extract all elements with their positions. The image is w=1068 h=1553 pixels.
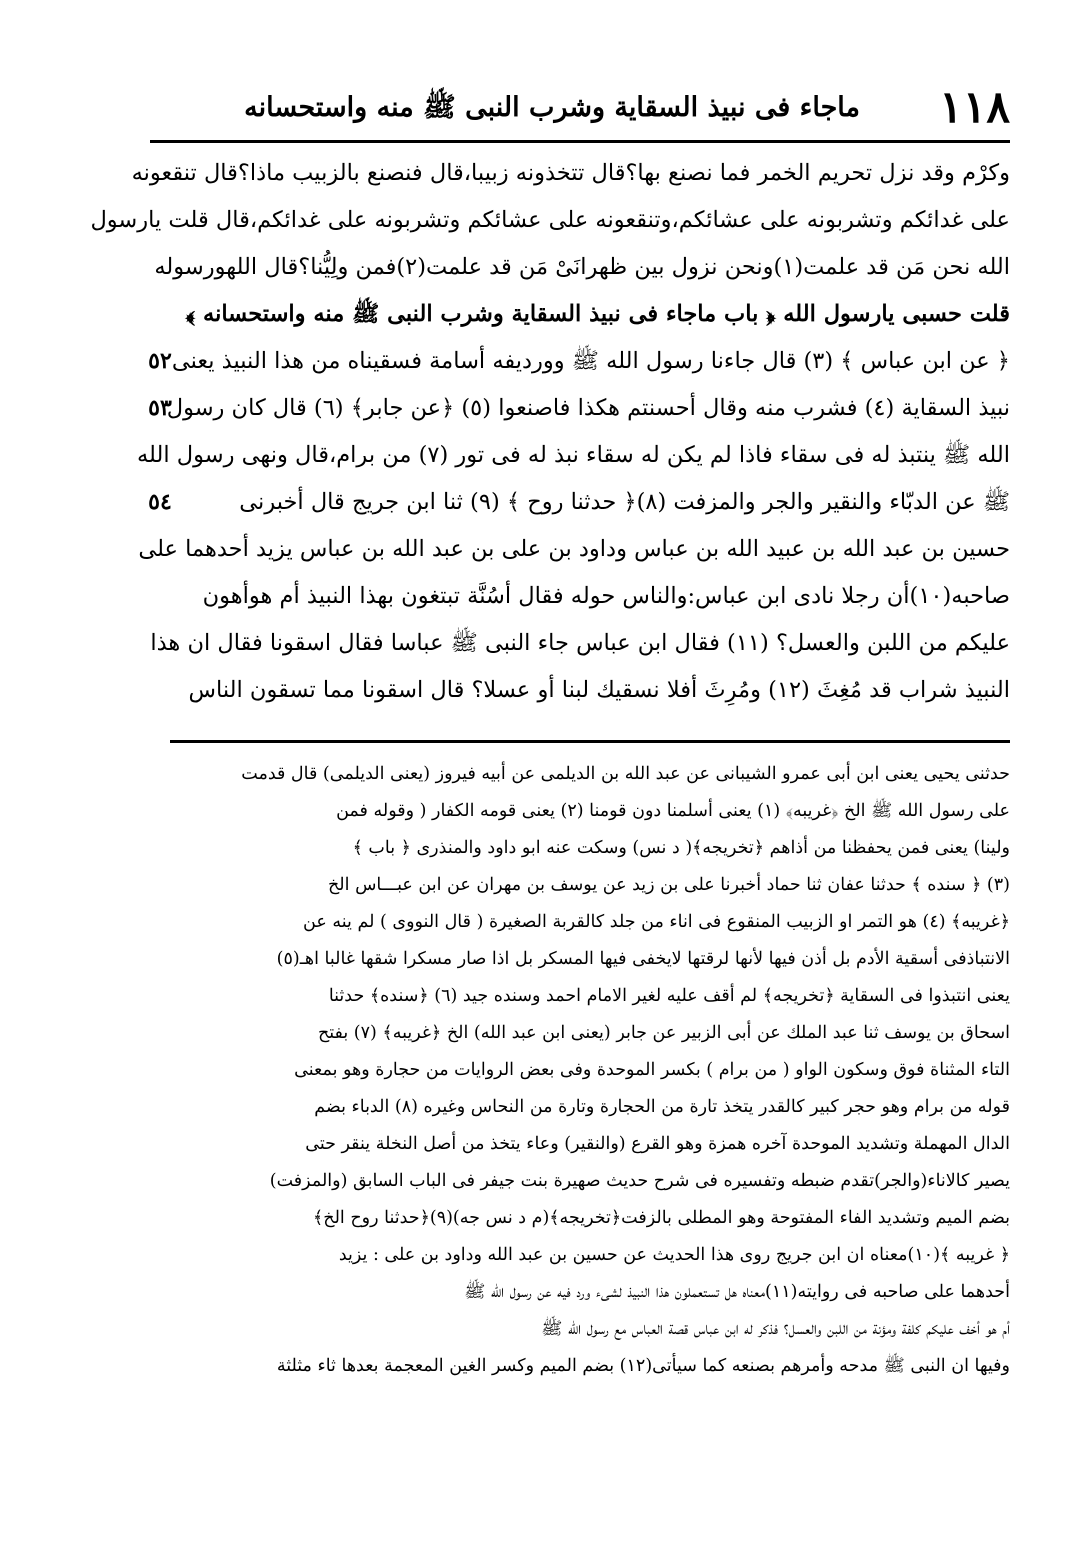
chapter-heading-line: قلت حسبى يارسول الله ﴿ باب ماجاء فى نبيذ السقاية وشرب النبى ﷺ منه واستحسانه ﴾ [185, 301, 1010, 327]
footnote-line: ﴿غريبه﴾ (٤) هو التمر او الزبيب المنقوع فى اناء من جلد كالقربة الصغيرة ( قال النووى ) لم ينه عن [303, 912, 1010, 932]
footnote-line: الانتباذفى أسقية الأدم بل أذن فيها لأنها لرقتها لايخفى فيها المسكر بل اذا صار مسكرا شقها غالبا اهـ(٥) [276, 949, 1010, 969]
footnote-line: التاء المثناة فوق وسكون الواو ( من برام ) بكسر الموحدة وفى بعض الروايات من حجارة وهو بمعنى [294, 1060, 1010, 1080]
hadith-number: ٥٢ [148, 348, 172, 374]
footnote-line: قوله من برام وهو حجر كبير كالقدر يتخذ تارة من الحجارة وتارة من النحاس وغيره (٨) الدباء بضم [314, 1097, 1010, 1117]
text-line: وكرْم وقد نزل تحريم الخمر فما نصنع بها؟قال تتخذونه زبيبا،قال فنصنع بالزبيب ماذا؟قال تنقعونه [131, 160, 1010, 186]
footnote-line: اسحاق بن يوسف ثنا عبد الملك عن أبى الزبير عن جابر (يعنى ابن عبد الله) الخ ﴿غريبه﴾ (٧) بفتح [317, 1023, 1010, 1043]
footnote-line: الدال المهملة وتشديد الموحدة آخره همزة وهو القرع (والنقير) وعاء يتخذ من أصل النخلة ينقر حتى [305, 1134, 1010, 1154]
hadith-number: ٥٣ [148, 395, 172, 421]
running-title: ماجاء فى نبيذ السقاية وشرب النبى ﷺ منه واستحسانه [244, 92, 860, 123]
page-number: ١١٨ [939, 82, 1010, 133]
text-line: ﷺ عن الدبّاء والنقير والجر والمزفت (٨)﴿ حدثنا روح ﴾ (٩) ثنا ابن جريج قال أخبرنى [239, 489, 1010, 515]
footnote-separator [170, 740, 1010, 743]
footnote-line: ولينا) يعنى فمن يحفظنا من أذاهم ﴿تخريجه﴾( د نس) وسكت عنه ابو داود والمنذرى ﴿ باب ﴾ [352, 838, 1010, 858]
footnote-line: أم هو أخف عليكم كلفة ومؤنة من اللبن والعسل؟ فذكر له ابن عباس قصة العباس مع رسول الله ﷺ [541, 1319, 1010, 1339]
page-header [150, 72, 1010, 142]
text-line: حسين بن عبد الله بن عبيد الله بن عباس وداود بن على بن عبد الله بن عباس يزيد أحدهما على [138, 536, 1010, 562]
footnote-line: (٣) ﴿ سنده ﴾ حدثنا عفان ثنا حماد أخبرنا على بن زيد عن يوسف بن مهران عن ابن عبـــاس الخ [328, 875, 1010, 895]
hadith-number: ٥٤ [148, 489, 172, 515]
footnote-line: أحدهما على صاحبه فى روايته(١١)معناه هل تستعملون هذا النبيذ لشىء ورد فيه عن رسول الله ﷺ [464, 1282, 1010, 1302]
text-line: صاحبه(١٠)أن رجلا نادى ابن عباس:والناس حوله فقال أسُنَّة تبتغون بهذا النبيذ أم هوأهون [202, 583, 1010, 609]
text-line: الله ﷺ ينتبذ له فى سقاء فاذا لم يكن له سقاء نبذ له فى تور (٧) من برام،قال ونهى رسول الله [136, 442, 1010, 468]
text-line: نبيذ السقاية (٤) فشرب منه وقال أحسنتم هكذا فاصنعوا (٥) ﴿عن جابر﴾ (٦) قال كان رسول [166, 395, 1010, 421]
text-line: الله نحن مَن قد علمت(١)ونحن نزول بين ظهرانَىْ مَن قد علمت(٢)فمن ولِيُّنا؟قال اللهورسوله [154, 254, 1010, 280]
text-line: ﴿ عن ابن عباس ﴾ (٣) قال جاءنا رسول الله ﷺ وورديفه أسامة فسقيناه من هذا النبيذ يعنى [171, 348, 1010, 374]
footnote-line: على رسول الله ﷺ الخ ﴿غريبه﴾ (١) يعنى أسلمنا دون قومنا (٢) يعنى قومه الكفار ( وقوله فمن [336, 801, 1010, 821]
header-rule [150, 140, 1010, 143]
footnote-line: وفيها ان النبى ﷺ مدحه وأمرهم بصنعه كما سيأتى(١٢) بضم الميم وكسر الغين المعجمة بعدها ثاء مثلثة [276, 1356, 1010, 1376]
footnotes [170, 756, 1010, 1385]
text-line: النبيذ شراب قد مُغِثَ (١٢) ومُرِثَ أفلا نسقيك لبنا أو عسلا؟ قال اسقونا مما تسقون الناس [188, 677, 1010, 703]
text-line: على غدائكم وتشربونه على عشائكم،وتنقعونه على عشائكم وتشربونه على غدائكم،قال قلت يارسول [90, 207, 1010, 233]
footnote-line: بضم الميم وتشديد الفاء المفتوحة وهو المطلى بالزفت﴿تخريجه﴾(م د نس جه)(٩)﴿حدثنا روح الخ﴾ [313, 1208, 1010, 1228]
footnote-line: ﴿ غريبه ﴾(١٠)معناه ان ابن جريج روى هذا الحديث عن حسين بن عبد الله وداود بن على : يزيد [338, 1245, 1010, 1265]
footnote-line: يصير كالاناء(والجر)تقدم ضبطه وتفسيره فى شرح حديث صهيرة بنت جيفر فى الباب السابق (والمزفت) [269, 1171, 1010, 1191]
text-line: عليكم من اللبن والعسل؟ (١١) فقال ابن عباس جاء النبى ﷺ عباسا فقال اسقونا فقال ان هذا [150, 630, 1010, 656]
footnote-line: يعنى انتبذوا فى السقاية ﴿تخريجه﴾ لم أقف عليه لغير الامام احمد وسنده جيد (٦) ﴿سنده﴾ حدثنا [328, 986, 1010, 1006]
footnote-line: حدثنى يحيى يعنى ابن أبى عمرو الشيبانى عن عبد الله بن الديلمى عن أبيه فيروز (يعنى الديلمى) قال قدمت [241, 764, 1010, 784]
